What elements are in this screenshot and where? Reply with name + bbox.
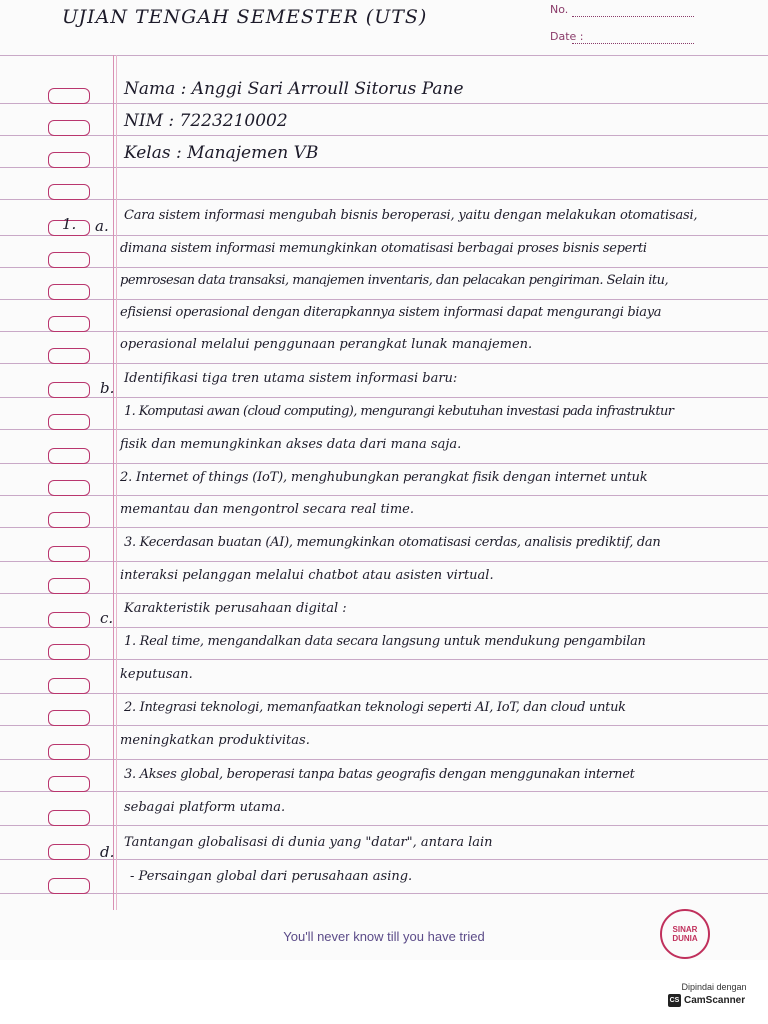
number-label: No. [550, 3, 569, 16]
margin-checkbox [48, 744, 90, 760]
margin-checkbox [48, 448, 90, 464]
answer-line: meningkatkan produktivitas. [120, 733, 310, 748]
margin-checkbox [48, 348, 90, 364]
answer-line: 2. Integrasi teknologi, memanfaatkan teknologi seperti AI, IoT, dan cloud untuk [124, 700, 626, 715]
margin-checkbox [48, 644, 90, 660]
page-bottom-area [0, 960, 768, 1024]
margin-line [113, 55, 114, 910]
answer-line: 3. Kecerdasan buatan (AI), memungkinkan otomatisasi cerdas, analisis prediktif, dan [124, 535, 661, 550]
camscanner-watermark [668, 982, 760, 1007]
answer-line: interaksi pelanggan melalui chatbot atau asisten virtual. [120, 568, 494, 583]
answer-line: Identifikasi tiga tren utama sistem informasi baru: [124, 371, 458, 386]
date-label: Date : [550, 30, 584, 43]
part-b-label: b. [100, 379, 115, 397]
margin-checkbox [48, 878, 90, 894]
margin-checkbox [48, 284, 90, 300]
camscanner-name: CamScanner [684, 995, 746, 1006]
margin-checkbox [48, 316, 90, 332]
question-number: 1. [62, 215, 77, 233]
logo-text: SINAR [672, 925, 698, 934]
logo-text: DUNIA [672, 934, 698, 943]
margin-checkbox [48, 776, 90, 792]
part-c-label: c. [100, 609, 114, 627]
notebook-motto: You'll never know till you have tried [283, 929, 485, 944]
answer-line: keputusan. [120, 667, 193, 682]
number-field-line [572, 16, 694, 17]
identity-nama: Nama : Anggi Sari Arroull Sitorus Pane [124, 79, 464, 99]
margin-checkbox [48, 578, 90, 594]
margin-checkbox [48, 810, 90, 826]
margin-checkbox [48, 414, 90, 430]
margin-checkbox [48, 612, 90, 628]
scanner-caption: Dipindai dengan [681, 982, 747, 992]
margin-checkbox [48, 710, 90, 726]
answer-line: sebagai platform utama. [124, 800, 286, 815]
margin-checkbox [48, 546, 90, 562]
margin-checkbox [48, 252, 90, 268]
answer-line: 1. Komputasi awan (cloud computing), mengurangi kebutuhan investasi pada infrastruktur [124, 404, 674, 419]
part-d-label: d. [100, 843, 115, 861]
answer-line: 1. Real time, mengandalkan data secara langsung untuk mendukung pengambilan [124, 634, 646, 649]
margin-checkbox [48, 120, 90, 136]
answer-line: operasional melalui penggunaan perangkat lunak manajemen. [120, 337, 533, 352]
identity-kelas: Kelas : Manajemen VB [124, 143, 319, 163]
part-a-label: a. [95, 217, 109, 235]
sinar-dunia-logo [660, 909, 710, 959]
date-field-line [572, 43, 694, 44]
answer-line: 3. Akses global, beroperasi tanpa batas geografis dengan menggunakan internet [124, 767, 635, 782]
answer-line: Cara sistem informasi mengubah bisnis beroperasi, yaitu dengan melakukan otomatisasi, [124, 208, 698, 223]
answer-line: pemrosesan data transaksi, manajemen inventaris, dan pelacakan pengiriman. Selain itu, [120, 273, 669, 288]
margin-checkbox [48, 184, 90, 200]
answer-line: dimana sistem informasi memungkinkan otomatisasi berbagai proses bisnis seperti [120, 241, 647, 256]
margin-checkbox [48, 844, 90, 860]
margin-checkbox [48, 512, 90, 528]
page-title: UJIAN TENGAH SEMESTER (UTS) [62, 6, 428, 28]
scanner-brand [668, 994, 760, 1007]
margin-checkbox [48, 480, 90, 496]
margin-checkbox [48, 382, 90, 398]
margin-line [116, 55, 117, 910]
margin-checkbox [48, 678, 90, 694]
answer-line: fisik dan memungkinkan akses data dari mana saja. [120, 437, 462, 452]
camscanner-icon: CS [668, 994, 681, 1007]
answer-line: 2. Internet of things (IoT), menghubungkan perangkat fisik dengan internet untuk [120, 470, 648, 485]
answer-line: - Persaingan global dari perusahaan asing. [130, 869, 413, 884]
identity-nim: NIM : 7223210002 [124, 111, 288, 131]
margin-checkbox [48, 152, 90, 168]
answer-line: memantau dan mengontrol secara real time. [120, 502, 414, 517]
margin-checkbox [48, 88, 90, 104]
answer-line: Tantangan globalisasi di dunia yang "datar", antara lain [124, 835, 493, 850]
answer-line: Karakteristik perusahaan digital : [124, 601, 347, 616]
answer-line: efisiensi operasional dengan diterapkannya sistem informasi dapat mengurangi biaya [120, 305, 662, 320]
